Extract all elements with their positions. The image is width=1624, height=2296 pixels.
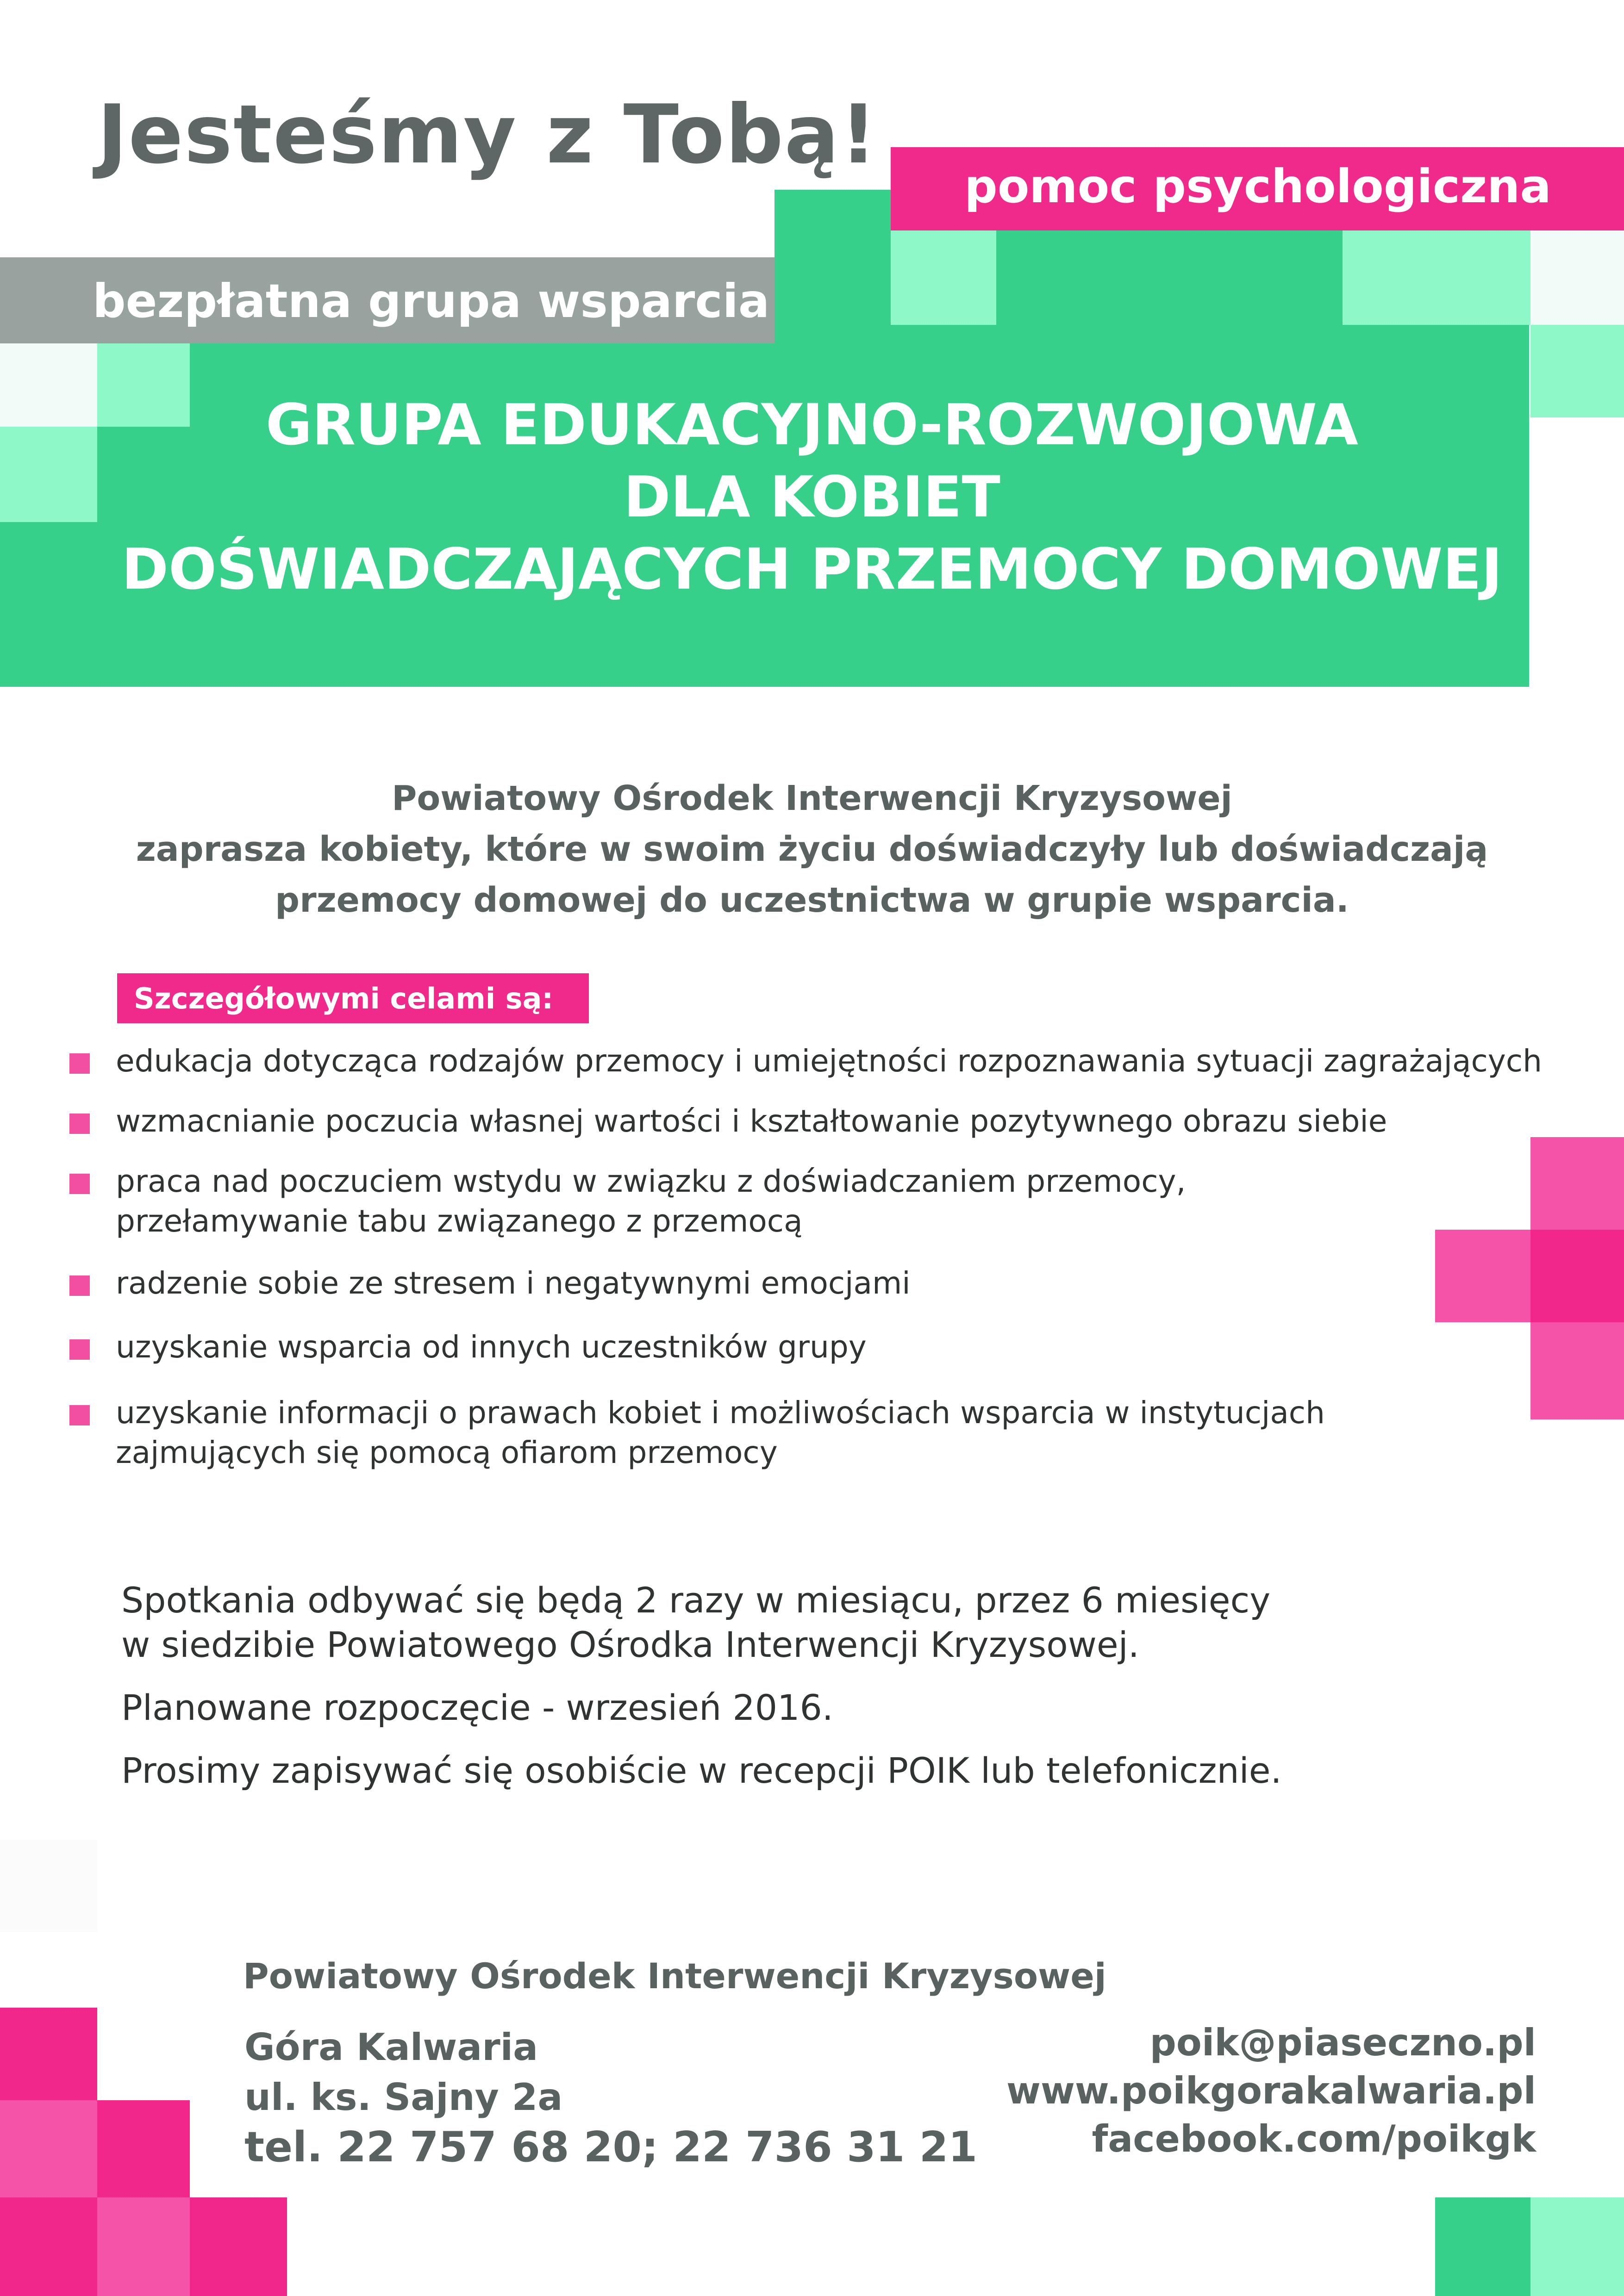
meetings-text: Spotkania odbywać się będą 2 razy w miesiącu, przez 6 miesięcy — [121, 1580, 1271, 1621]
mint-block — [1343, 230, 1530, 325]
square-bullet-icon — [69, 1405, 90, 1425]
pale-block — [0, 1840, 97, 1932]
headline-line: GRUPA EDUKACYJNO-ROZWOJOWA — [266, 392, 1358, 458]
pink-block — [97, 2197, 190, 2296]
start-date-text: Planowane rozpoczęcie - wrzesień 2016. — [121, 1687, 833, 1728]
square-bullet-icon — [69, 1053, 90, 1074]
goal-text: uzyskanie informacji o prawach kobiet i możliwościach wsparcia w instytucjach — [116, 1395, 1325, 1431]
footer-street: ul. ks. Sajny 2a — [244, 2076, 563, 2119]
pink-block — [0, 2100, 97, 2197]
goals-list — [69, 1041, 1551, 1473]
footer-address — [244, 2022, 977, 2172]
free-support-group-label: bezpłatna grupa wsparcia — [93, 274, 770, 328]
list-item — [69, 1162, 1551, 1241]
goals-label-tag — [117, 973, 589, 1023]
footer-website[interactable]: www.poikgorakalwaria.pl — [1006, 2069, 1536, 2112]
green-block — [1435, 2197, 1530, 2296]
pink-block — [1435, 1230, 1530, 1322]
goal-text: wzmacnianie poczucia własnej wartości i kształtowanie pozytywnego obrazu siebie — [116, 1103, 1387, 1139]
goal-text: praca nad poczuciem wstydu w związku z doświadczaniem przemocy, — [116, 1164, 1186, 1199]
meeting-info — [121, 1578, 1282, 1811]
psychological-help-label: pomoc psychologiczna — [964, 159, 1551, 213]
footer-org-name: Powiatowy Ośrodek Interwencji Kryzysowej — [243, 1955, 1106, 1997]
headline — [0, 389, 1624, 605]
intro-text — [0, 773, 1624, 926]
list-item — [69, 1041, 1551, 1081]
mint-block — [1530, 2197, 1624, 2296]
signup-text: Prosimy zapisywać się osobiście w recepcji POIK lub telefonicznie. — [121, 1750, 1282, 1791]
free-support-group-tag — [0, 257, 775, 343]
mint-block — [891, 230, 996, 325]
psychological-help-tag — [891, 147, 1624, 230]
square-bullet-icon — [69, 1339, 90, 1360]
footer-city: Góra Kalwaria — [244, 2026, 538, 2069]
meetings-text: w siedzibie Powiatowego Ośrodka Interwencji Kryzysowej. — [121, 1624, 1139, 1665]
intro-line: przemocy domowej do uczestnictwa w grupie wsparcia. — [275, 880, 1349, 920]
list-item — [69, 1327, 1551, 1367]
goal-text: edukacja dotycząca rodzajów przemocy i umiejętności rozpoznawania sytuacji zagrażających — [116, 1043, 1542, 1079]
footer-email[interactable]: poik@piaseczno.pl — [1149, 2021, 1536, 2064]
intro-line: Powiatowy Ośrodek Interwencji Kryzysowej — [392, 778, 1232, 818]
list-item — [69, 1101, 1551, 1141]
pink-block — [190, 2197, 287, 2296]
pink-block — [1530, 1137, 1624, 1230]
pale-block — [1530, 230, 1624, 325]
list-item — [69, 1393, 1551, 1473]
pink-block — [97, 2100, 190, 2197]
pink-block — [1530, 1322, 1624, 1419]
goal-text: przełamywanie tabu związanego z przemocą — [116, 1203, 803, 1239]
headline-line: DLA KOBIET — [624, 464, 1000, 530]
footer-facebook[interactable]: facebook.com/poikgk — [1092, 2117, 1536, 2160]
square-bullet-icon — [69, 1174, 90, 1194]
pink-block — [0, 2008, 97, 2100]
intro-line: zaprasza kobiety, które w swoim życiu doświadczyły lub doświadczają — [136, 829, 1488, 869]
square-bullet-icon — [69, 1276, 90, 1296]
footer-phone: tel. 22 757 68 20; 22 736 31 21 — [244, 2123, 977, 2172]
pink-block — [0, 2197, 97, 2296]
square-bullet-icon — [69, 1114, 90, 1134]
goal-text: zajmujących się pomocą ofiarom przemocy — [116, 1435, 778, 1470]
headline-line: DOŚWIADCZAJĄCYCH PRZEMOCY DOMOWEJ — [121, 536, 1503, 602]
goals-label: Szczegółowymi celami są: — [134, 982, 554, 1015]
pink-block — [1530, 1230, 1624, 1322]
goal-text: uzyskanie wsparcia od innych uczestników grupy — [116, 1329, 867, 1365]
footer-contact — [1006, 2019, 1536, 2163]
goal-text: radzenie sobie ze stresem i negatywnymi emocjami — [116, 1265, 911, 1301]
list-item — [69, 1263, 1551, 1303]
page-title: Jesteśmy z Tobą! — [97, 88, 878, 182]
